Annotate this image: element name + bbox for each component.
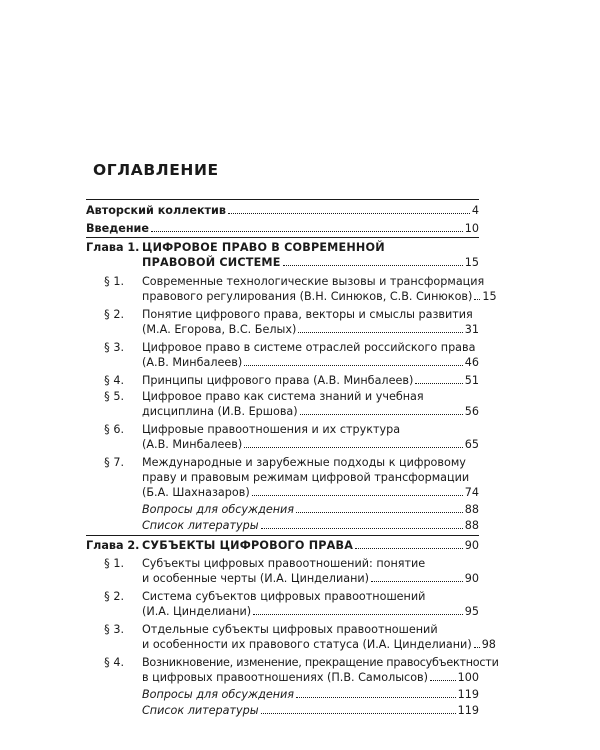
page-number: 100 [457, 671, 479, 684]
section-title-cont: праву и правовым режимам цифровой трансформации [142, 471, 470, 484]
dot-leader [228, 213, 470, 214]
page-number: 88 [464, 503, 479, 516]
toc-entry-section-2-3[interactable] [86, 622, 496, 652]
page-number: 10 [464, 222, 479, 235]
dot-leader [430, 680, 456, 681]
toc-top-rule [86, 199, 479, 200]
section-title: Цифровое право как система знаний и учебная [142, 390, 424, 403]
section-title-cont: (И.А. Цинделиани) [142, 605, 252, 618]
questions-label: Вопросы для обсуждения [142, 688, 295, 701]
toc-entry-questions-1[interactable] [86, 502, 479, 517]
entry-label: Введение [86, 222, 149, 235]
toc-entry-section-2-4[interactable] [86, 655, 499, 685]
section-title-cont: (А.В. Минбалеев) [142, 356, 243, 369]
page-number: 15 [464, 256, 479, 269]
toc-entry-section-2-1[interactable] [86, 556, 479, 586]
toc-title: ОГЛАВЛЕНИЕ [93, 161, 219, 179]
dot-leader [296, 697, 456, 698]
dot-leader [244, 447, 463, 448]
dot-leader [298, 332, 462, 333]
section-title-cont: (А.В. Минбалеев) [142, 438, 243, 451]
dot-leader [415, 383, 462, 384]
section-title-cont: в цифровых правоотношениях (П.В. Самолысов) [142, 671, 429, 684]
section-number: § 5. [104, 390, 124, 403]
page-number: 56 [464, 405, 479, 418]
dot-leader [474, 299, 480, 300]
page-number: 4 [471, 204, 479, 217]
page-number: 88 [464, 519, 479, 532]
section-number: § 4. [104, 374, 124, 387]
toc-entry-section-1-5[interactable] [86, 389, 479, 419]
dot-leader [252, 495, 463, 496]
chapter-number: Глава 2. [86, 539, 140, 552]
section-title-cont: и особенности их правового статуса (И.А. Цинделиани) [142, 638, 472, 651]
section-title-cont: правового регулирования (В.Н. Синюков, С.В. Синюков) [142, 290, 473, 303]
literature-label: Список литературы [142, 704, 259, 717]
toc-entry-literature-2[interactable] [86, 703, 479, 718]
page-number: 15 [482, 290, 497, 303]
toc-entry-intro[interactable] [86, 221, 479, 236]
toc-rule [86, 237, 479, 238]
section-title: Цифровые правоотношения и их структура [142, 423, 401, 436]
page-number: 51 [464, 374, 479, 387]
section-number: § 3. [104, 623, 124, 636]
section-number: § 2. [104, 308, 124, 321]
page-number: 90 [464, 572, 479, 585]
dot-leader [355, 548, 463, 549]
page-number: 98 [481, 638, 496, 651]
section-number: § 1. [104, 275, 124, 288]
toc-rule [86, 535, 479, 536]
dot-leader [283, 265, 463, 266]
toc-entry-section-2-2[interactable] [86, 589, 479, 619]
dot-leader [371, 581, 463, 582]
section-title-cont: (М.А. Егорова, В.С. Белых) [142, 323, 297, 336]
section-title: Международные и зарубежные подходы к цифровому [142, 456, 466, 469]
chapter-title-cont: ПРАВОВОЙ СИСТЕМЕ [142, 256, 281, 269]
section-title: Отдельные субъекты цифровых правоотношений [142, 623, 438, 636]
section-title: Возникновение, изменение, прекращение правосубъектности [142, 656, 499, 669]
section-title: Понятие цифрового права, векторы и смыслы развития [142, 308, 473, 321]
page-number: 119 [457, 704, 479, 717]
dot-leader [300, 414, 463, 415]
toc-entry-section-1-6[interactable] [86, 422, 479, 452]
toc-entry-authors[interactable] [86, 203, 479, 218]
page-number: 31 [464, 323, 479, 336]
section-number: § 3. [104, 341, 124, 354]
chapter-title: СУБЪЕКТЫ ЦИФРОВОГО ПРАВА [142, 539, 354, 552]
chapter-number: Глава 1. [86, 241, 140, 254]
toc-entry-section-1-4[interactable] [86, 373, 479, 388]
section-title: Цифровое право в системе отраслей российского права [142, 341, 476, 354]
section-number: § 1. [104, 557, 124, 570]
entry-label: Авторский коллектив [86, 204, 226, 217]
page-number: 119 [457, 688, 479, 701]
page-number: 95 [464, 605, 479, 618]
dot-leader [474, 647, 480, 648]
section-title: Субъекты цифровых правоотношений: понятие [142, 557, 426, 570]
literature-label: Список литературы [142, 519, 259, 532]
toc-entry-literature-1[interactable] [86, 518, 479, 533]
section-title-cont: дисциплина (И.В. Ершова) [142, 405, 298, 418]
toc-entry-section-1-7[interactable] [86, 455, 479, 500]
section-number: § 7. [104, 456, 124, 469]
dot-leader [261, 713, 456, 714]
toc-entry-section-1-1[interactable] [86, 274, 497, 304]
page-number: 74 [464, 486, 479, 499]
page-number: 46 [464, 356, 479, 369]
toc-entry-questions-2[interactable] [86, 687, 479, 702]
chapter-title: ЦИФРОВОЕ ПРАВО В СОВРЕМЕННОЙ [142, 241, 385, 254]
section-title-cont: (Б.А. Шахназаров) [142, 486, 250, 499]
section-title: Современные технологические вызовы и трансформация [142, 275, 485, 288]
section-title: Принципы цифрового права (А.В. Минбалеев) [142, 374, 414, 387]
section-number: § 4. [104, 656, 124, 669]
section-number: § 6. [104, 423, 124, 436]
page-number: 90 [464, 539, 479, 552]
section-title: Система субъектов цифровых правоотношений [142, 590, 426, 603]
questions-label: Вопросы для обсуждения [142, 503, 295, 516]
toc-entry-section-1-2[interactable] [86, 307, 479, 337]
toc-entry-chapter-2[interactable] [86, 538, 479, 553]
page-number: 65 [464, 438, 479, 451]
dot-leader [253, 614, 463, 615]
section-number: § 2. [104, 590, 124, 603]
section-title-cont: и особенные черты (И.А. Цинделиани) [142, 572, 370, 585]
dot-leader [151, 231, 463, 232]
toc-entry-chapter-1[interactable] [86, 240, 479, 270]
dot-leader [261, 528, 463, 529]
dot-leader [244, 365, 463, 366]
toc-entry-section-1-3[interactable] [86, 340, 479, 370]
dot-leader [296, 512, 463, 513]
